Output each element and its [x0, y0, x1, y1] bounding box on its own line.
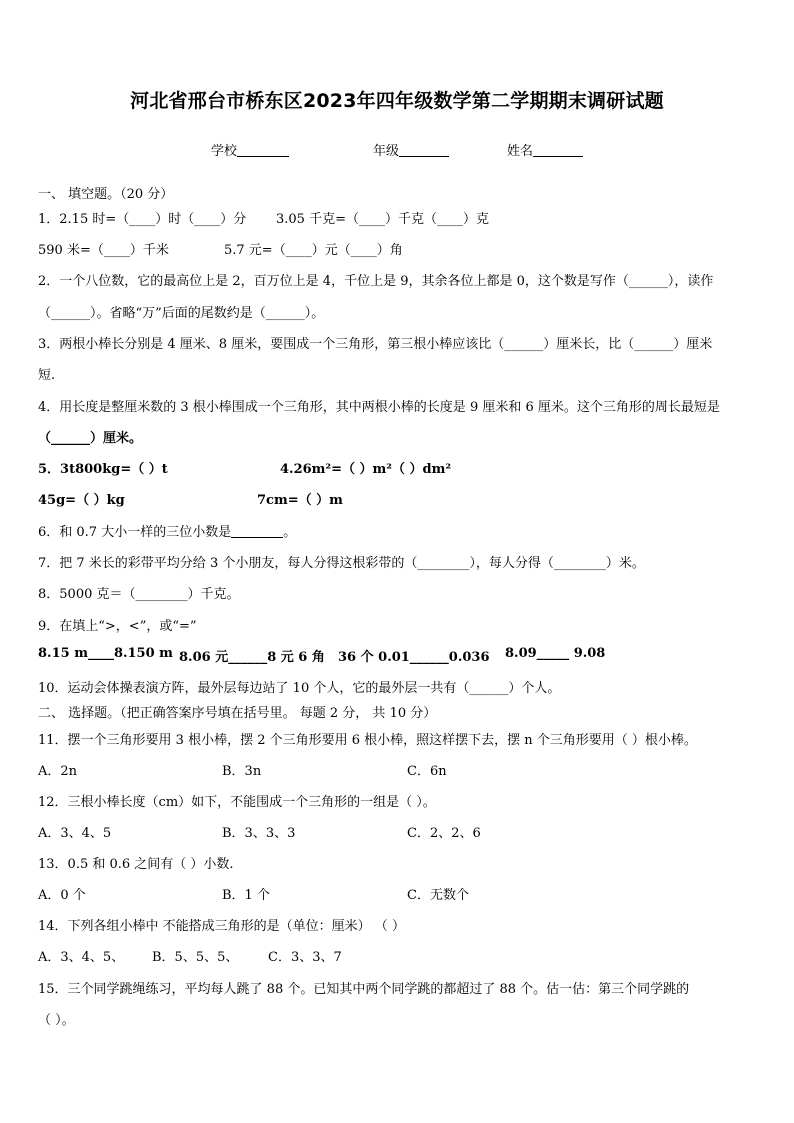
question-9-item-4: 8.09_____ 9.08 — [505, 646, 606, 661]
question-8: 8．5000 克＝（________）千克。 — [38, 587, 240, 602]
question-14: 14．下列各组小棒中 不能搭成三角形的是（单位：厘米） （ ） — [38, 919, 405, 934]
question-15-line-1: 15．三个同学跳绳练习，平均每人跳了 88 个。已知其中两个同学跳的都超过了 88 个。估一估：第三个同学跳的 — [38, 982, 690, 997]
question-1-part-a: 1．2.15 时=（____）时（____）分 — [38, 212, 247, 227]
question-9: 9．在填上“>，<”，或“=” — [38, 619, 197, 634]
question-14-option-c: C．3、3、7 — [268, 950, 342, 965]
question-11: 11．摆一个三角形要用 3 根小棒，摆 2 个三角形要用 6 根小棒，照这样摆下去，摆 n 个三角形要用（ ）根小棒。 — [38, 733, 697, 748]
question-1-part-b: 3.05 千克=（____）千克（____）克 — [276, 212, 489, 227]
question-12-option-b: B．3、3、3 — [222, 826, 296, 841]
question-12-option-c: C．2、2、6 — [407, 826, 481, 841]
school-field — [211, 140, 289, 159]
section-fill-blank-heading: 一、 填空题。（20 分） — [38, 187, 174, 202]
question-7: 7．把 7 米长的彩带平均分给 3 个小朋友，每人分得这根彩带的（________），每人分得（________）米。 — [38, 556, 645, 571]
name-blank — [533, 144, 583, 157]
question-6-blank — [231, 525, 283, 538]
question-6-text: 6．和 0.7 大小一样的三位小数是 — [38, 525, 232, 540]
question-5-part-b: 4.26m²=（ ）m²（ ）dm² — [280, 462, 452, 477]
question-14-option-a: A．3、4、5、 — [38, 950, 125, 965]
question-13-option-a: A．0 个 — [38, 888, 86, 903]
question-13-option-b: B．1 个 — [222, 888, 270, 903]
question-9-item-3: 36 个 0.01______0.036 — [338, 650, 490, 665]
question-3-line-1: 3．两根小棒长分别是 4 厘米、8 厘米，要围成一个三角形，第三根小棒应该比（______）厘米长，比（______）厘米 — [38, 337, 713, 352]
question-1-part-c: 590 米=（____）千米 — [38, 243, 169, 258]
name-label: 姓名 — [507, 144, 534, 159]
question-11-option-c: C．6n — [407, 764, 447, 779]
school-label: 学校 — [211, 144, 238, 159]
section-multiple-choice-heading: 二、 选择题。（把正确答案序号填在括号里。 每题 2 分， 共 10 分） — [38, 706, 437, 721]
question-13-option-c: C．无数个 — [407, 888, 469, 903]
question-6 — [38, 521, 296, 540]
question-15-line-2: （ ）。 — [38, 1013, 75, 1028]
question-1-part-d: 5.7 元=（____）元（____）角 — [224, 243, 403, 258]
question-5-part-c: 45g=（ ）kg — [38, 493, 125, 508]
grade-blank — [399, 144, 449, 157]
question-11-option-a: A．2n — [38, 764, 78, 779]
question-6-end: 。 — [283, 525, 297, 540]
school-blank — [237, 144, 289, 157]
page-title: 河北省邢台市桥东区2023年四年级数学第二学期期末调研试题 — [130, 90, 664, 112]
question-2-line-1: 2．一个八位数，它的最高位上是 2，百万位上是 4，千位上是 9，其余各位上都是 0，这个数是写作（______），读作 — [38, 274, 714, 289]
grade-label: 年级 — [373, 144, 400, 159]
question-4-line-1: 4．用长度是整厘米数的 3 根小棒围成一个三角形，其中两根小棒的长度是 9 厘米和 6 厘米。这个三角形的周长最短是 — [38, 400, 720, 415]
question-10: 10．运动会体操表演方阵，最外层每边站了 10 个人，它的最外层一共有（______）个人。 — [38, 681, 561, 696]
grade-field — [373, 140, 449, 159]
question-12: 12．三根小棒长度（cm）如下，不能围成一个三角形的一组是（ ）。 — [38, 795, 436, 810]
question-9-item-1: 8.15 m____8.150 m — [38, 646, 173, 661]
question-9-item-2: 8.06 元______8 元 6 角 — [179, 650, 325, 665]
name-field — [507, 140, 583, 159]
question-4-line-2: （______）厘米。 — [38, 431, 143, 446]
question-5-part-d: 7cm=（ ）m — [257, 493, 343, 508]
question-14-option-b: B．5、5、5、 — [152, 950, 239, 965]
question-3-line-2: 短. — [38, 368, 56, 383]
question-11-option-b: B．3n — [222, 764, 262, 779]
question-13: 13．0.5 和 0.6 之间有（ ）小数. — [38, 857, 234, 872]
question-5-part-a: 5．3t800kg=（ ）t — [38, 462, 168, 477]
question-2-line-2: （______）。省略“万”后面的尾数约是（______）。 — [38, 306, 325, 321]
question-12-option-a: A．3、4、5 — [38, 826, 112, 841]
